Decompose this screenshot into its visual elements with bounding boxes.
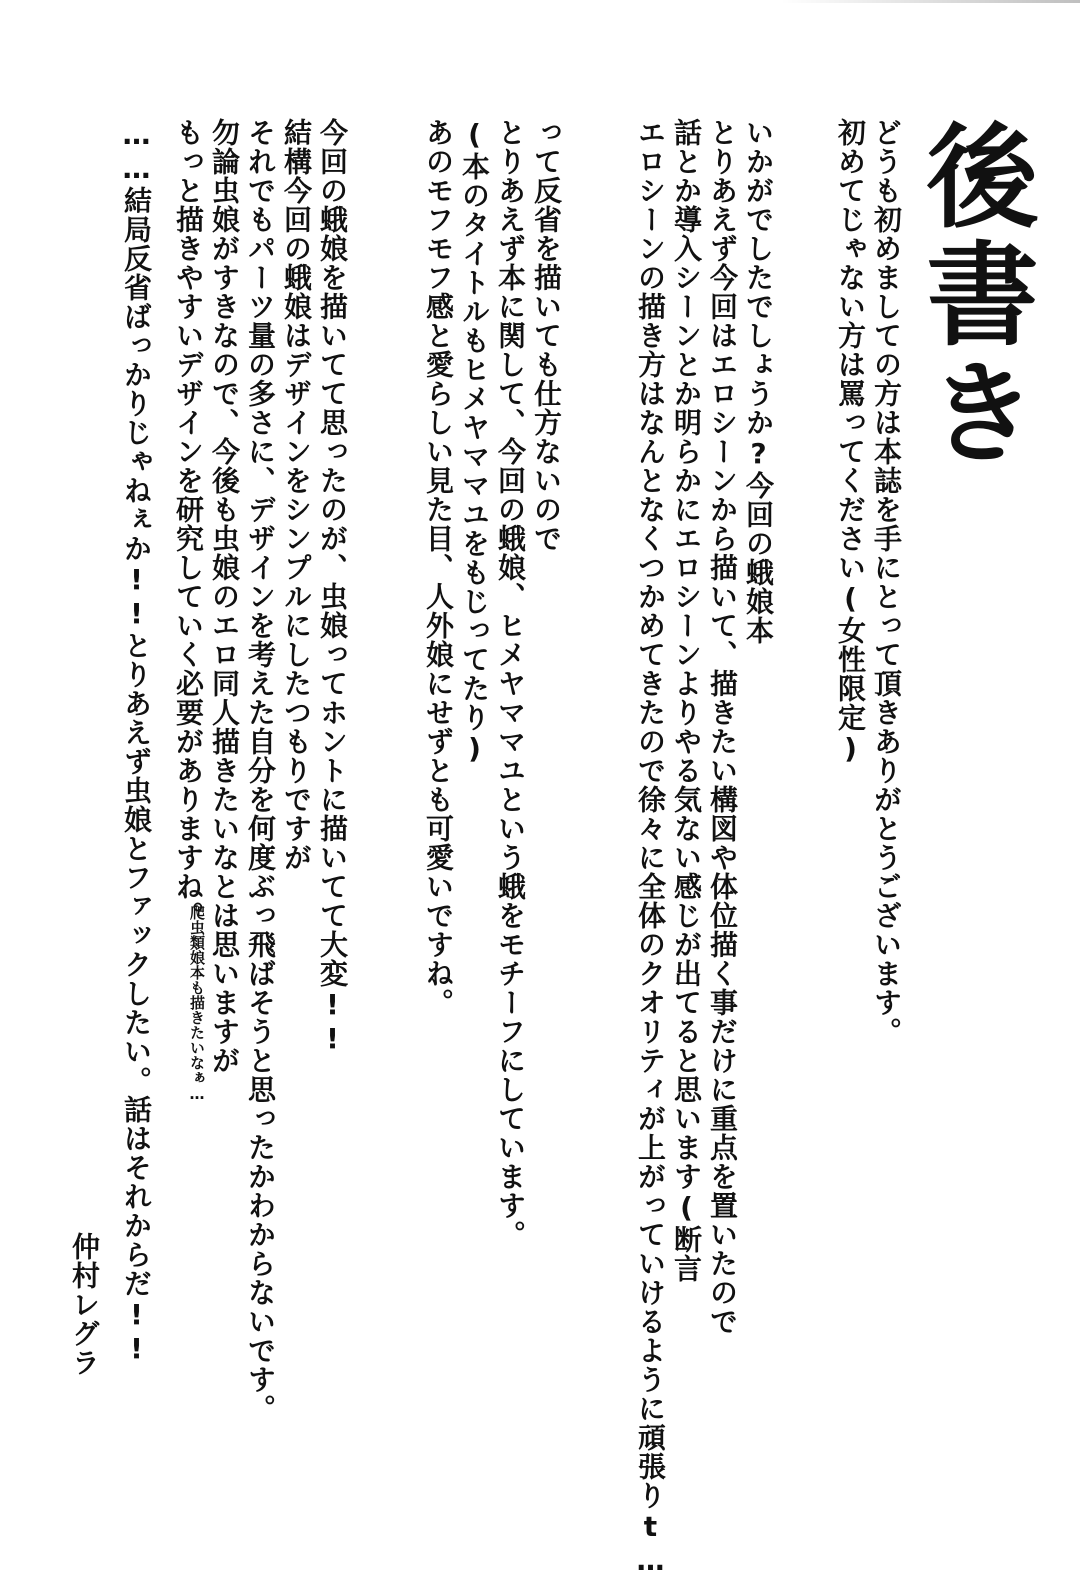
paragraph-3-line: 今回の蛾娘を描いてて思ったのが、虫娘ってホントに描いてて大変!! (316, 118, 349, 1056)
paragraph-1 (632, 118, 776, 1578)
author-signature: 仲村レグラ (68, 1232, 101, 1377)
intro-paragraph (832, 118, 904, 1046)
paragraph-2-line: (本のタイトルもヒメヤママユをもじってたり) (458, 118, 491, 766)
paragraph-3-line: 勿論虫娘がすきなので、今後も虫娘のエロ同人描きたいなとは思いますが (208, 118, 241, 1075)
paragraph-2-line: って反省を描いても仕方ないので (530, 118, 563, 553)
paragraph-1-line: エロシーンの描き方はなんとなくつかめてきたので徐々に全体のクオリティが上がっていけるように頑張りt… (634, 118, 667, 1578)
paragraph-2-line: とりあえず本に関して、今回の蛾娘、ヒメヤママユという蛾をモチーフにしています。 (494, 118, 527, 1249)
paragraph-2-line: あのモフモフ感と愛らしい見た目、人外娘にせずとも可愛いですね。 (422, 118, 455, 1017)
paragraph-1-line: いかがでしたでしょうか?今回の蛾娘本 (742, 118, 775, 645)
page-title: 後書き (908, 118, 1038, 472)
paragraph-1-line: とりあえず今回はエロシーンから描いて、描きたい構図や体位描く事だけに重点を置いたので (706, 118, 739, 1336)
paragraph-2 (420, 118, 564, 1249)
paragraph-3 (170, 118, 350, 1423)
paragraph-3-line: もっと描きやすいデザインを研究していく必要がありますね。 (172, 118, 205, 930)
paragraph-1-line: 話とか導入シーンとか明らかにエロシーンよりやる気ない感じが出てると思います(断言 (670, 118, 703, 1283)
page-edge-shadow (780, 0, 1080, 3)
intro-line: 初めてじゃない方は罵ってください(女性限定) (834, 118, 867, 766)
aside-note: 爬虫類娘本も描きたいなぁ… (188, 905, 206, 1103)
paragraph-3-line: 結構今回の蛾娘はデザインをシンプルにしたつもりですが (280, 118, 313, 872)
closing-line: ……結局反省ばっかりじゃねぇか!!とりあえず虫娘とファックしたい。話はそれからだ!! (120, 118, 153, 1366)
intro-line: どうも初めましての方は本誌を手にとって頂きありがとうございます。 (870, 118, 903, 1046)
paragraph-3-line: それでもパーツ量の多さに、デザインを考えた自分を何度ぶっ飛ばそうと思ったかわからないです。 (244, 118, 277, 1423)
